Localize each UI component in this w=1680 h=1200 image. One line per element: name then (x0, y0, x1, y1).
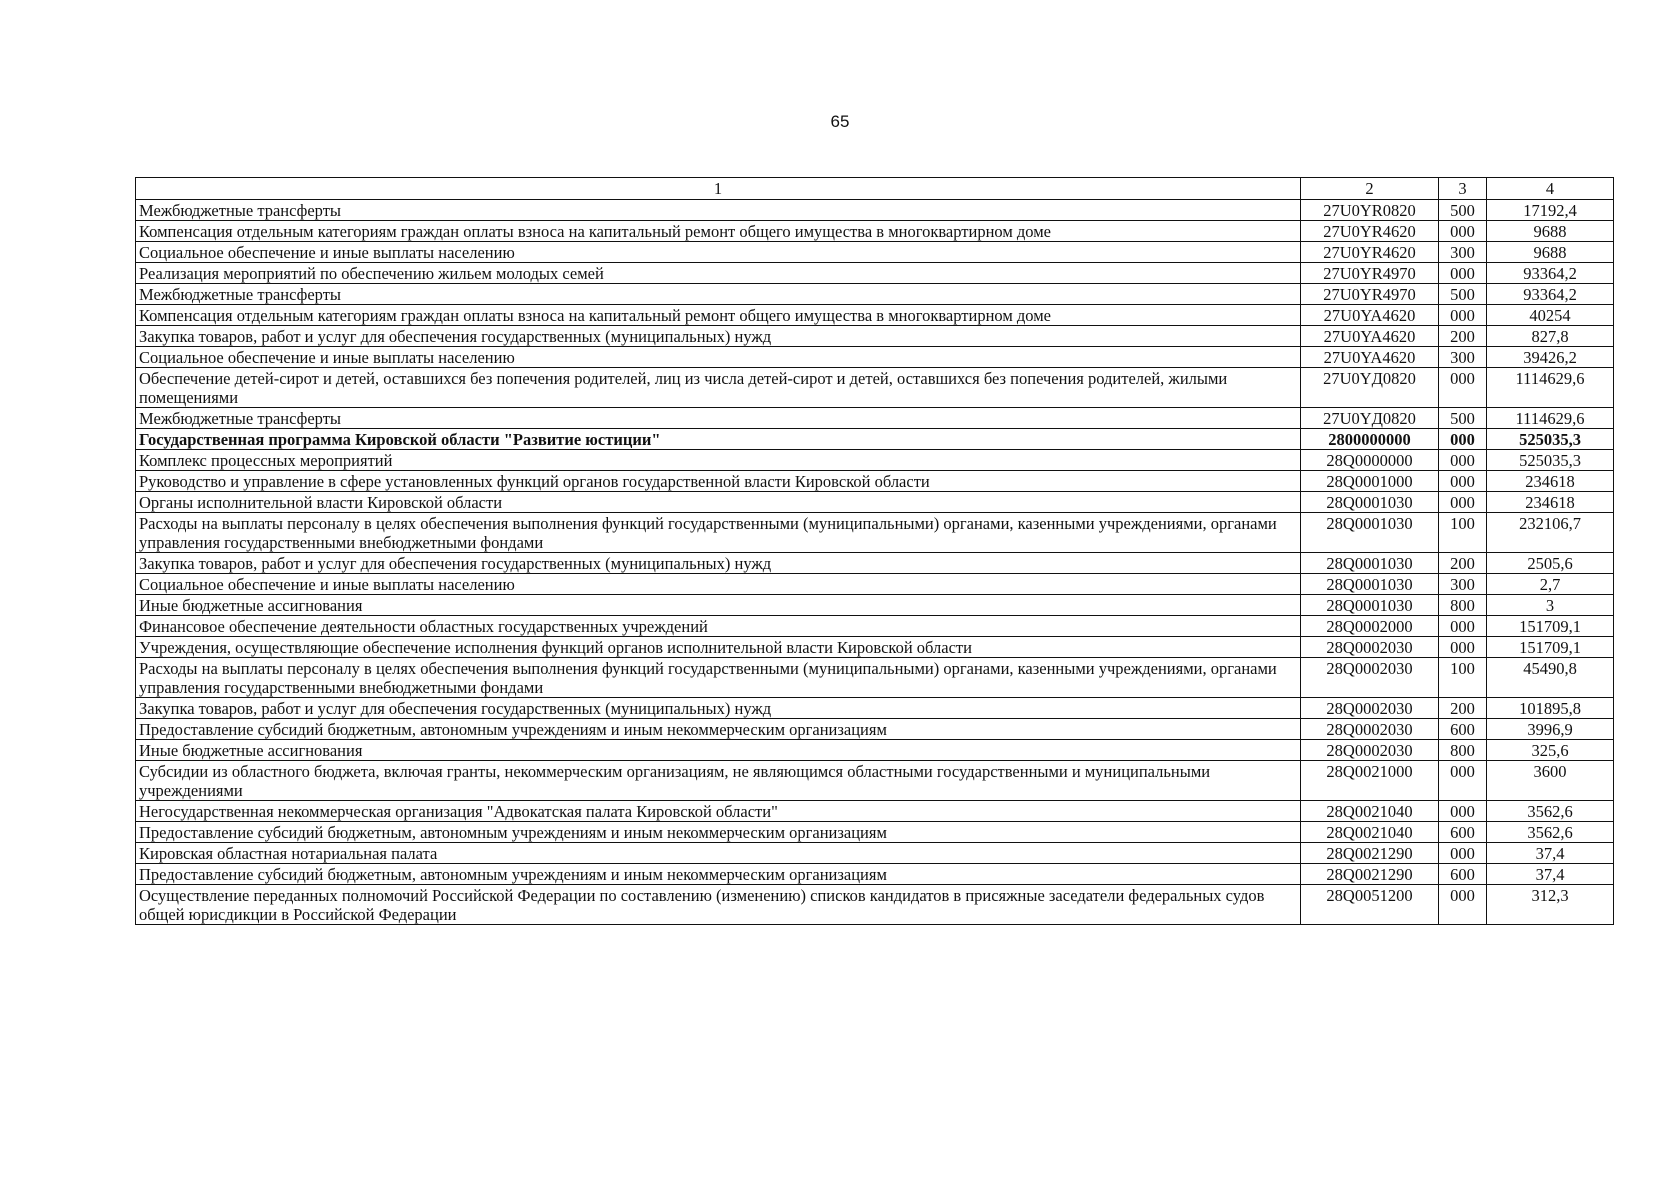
row-type-cell: 600 (1439, 864, 1487, 885)
row-code-cell: 27U0YR4620 (1301, 242, 1439, 263)
row-code-cell: 27U0YR4970 (1301, 284, 1439, 305)
row-name-cell: Иные бюджетные ассигнования (136, 740, 1301, 761)
row-name-cell: Органы исполнительной власти Кировской области (136, 492, 1301, 513)
row-code-cell: 28Q0021040 (1301, 801, 1439, 822)
row-amount-cell: 1114629,6 (1487, 408, 1614, 429)
row-amount-cell: 1114629,6 (1487, 368, 1614, 408)
row-amount-cell: 3562,6 (1487, 822, 1614, 843)
row-code-cell: 2800000000 (1301, 429, 1439, 450)
row-name-cell: Межбюджетные трансферты (136, 284, 1301, 305)
row-amount-cell: 312,3 (1487, 885, 1614, 925)
row-amount-cell: 827,8 (1487, 326, 1614, 347)
table-row (136, 242, 1614, 263)
row-amount-cell: 39426,2 (1487, 347, 1614, 368)
row-type-cell: 500 (1439, 200, 1487, 221)
row-name-cell: Финансовое обеспечение деятельности областных государственных учреждений (136, 616, 1301, 637)
row-code-cell: 28Q0001030 (1301, 574, 1439, 595)
row-amount-cell: 3996,9 (1487, 719, 1614, 740)
row-type-cell: 800 (1439, 740, 1487, 761)
row-code-cell: 28Q0001030 (1301, 595, 1439, 616)
row-amount-cell: 3 (1487, 595, 1614, 616)
table-row (136, 801, 1614, 822)
table-row (136, 429, 1614, 450)
row-type-cell: 000 (1439, 492, 1487, 513)
row-name-cell: Осуществление переданных полномочий Российской Федерации по составлению (изменению) списков кандидатов в присяжные заседатели федеральных судов общей юрисдикции в Российской Федерации (136, 885, 1301, 925)
table-row (136, 305, 1614, 326)
row-code-cell: 28Q0002030 (1301, 698, 1439, 719)
row-code-cell: 28Q0001030 (1301, 513, 1439, 553)
table-row (136, 658, 1614, 698)
row-code-cell: 27U0YA4620 (1301, 326, 1439, 347)
row-type-cell: 000 (1439, 843, 1487, 864)
row-name-cell: Расходы на выплаты персоналу в целях обеспечения выполнения функций государственными (муниципальными) органами, казенными учреждениями, органами управления государственными внебюджетными фондами (136, 513, 1301, 553)
row-code-cell: 28Q0002000 (1301, 616, 1439, 637)
table-row (136, 326, 1614, 347)
row-name-cell: Негосударственная некоммерческая организация "Адвокатская палата Кировской области" (136, 801, 1301, 822)
row-amount-cell: 101895,8 (1487, 698, 1614, 719)
row-type-cell: 100 (1439, 658, 1487, 698)
table-row (136, 595, 1614, 616)
row-amount-cell: 234618 (1487, 492, 1614, 513)
row-type-cell: 600 (1439, 822, 1487, 843)
row-amount-cell: 93364,2 (1487, 263, 1614, 284)
row-code-cell: 27U0YR4970 (1301, 263, 1439, 284)
row-code-cell: 28Q0002030 (1301, 740, 1439, 761)
row-type-cell: 000 (1439, 429, 1487, 450)
table-row (136, 368, 1614, 408)
row-name-cell: Комплекс процессных мероприятий (136, 450, 1301, 471)
row-amount-cell: 2505,6 (1487, 553, 1614, 574)
row-code-cell: 28Q0002030 (1301, 658, 1439, 698)
row-name-cell: Закупка товаров, работ и услуг для обеспечения государственных (муниципальных) нужд (136, 553, 1301, 574)
table-row (136, 719, 1614, 740)
row-type-cell: 000 (1439, 801, 1487, 822)
table-row (136, 822, 1614, 843)
row-type-cell: 300 (1439, 242, 1487, 263)
row-type-cell: 000 (1439, 616, 1487, 637)
table-row (136, 492, 1614, 513)
table-row (136, 284, 1614, 305)
table-row (136, 347, 1614, 368)
row-code-cell: 27U0YA4620 (1301, 347, 1439, 368)
row-code-cell: 28Q0002030 (1301, 719, 1439, 740)
table-row (136, 885, 1614, 925)
row-name-cell: Субсидии из областного бюджета, включая гранты, некоммерческим организациям, не являющимся областными государственными и муниципальными учреждениями (136, 761, 1301, 801)
row-type-cell: 200 (1439, 698, 1487, 719)
row-code-cell: 28Q0051200 (1301, 885, 1439, 925)
row-amount-cell: 9688 (1487, 242, 1614, 263)
row-amount-cell: 93364,2 (1487, 284, 1614, 305)
row-type-cell: 200 (1439, 553, 1487, 574)
row-type-cell: 000 (1439, 368, 1487, 408)
budget-table (135, 177, 1614, 925)
row-amount-cell: 9688 (1487, 221, 1614, 242)
table-row (136, 864, 1614, 885)
page-number: 65 (830, 112, 850, 131)
table-row (136, 616, 1614, 637)
row-type-cell: 500 (1439, 408, 1487, 429)
row-code-cell: 28Q0000000 (1301, 450, 1439, 471)
row-name-cell: Социальное обеспечение и иные выплаты населению (136, 347, 1301, 368)
row-type-cell: 000 (1439, 221, 1487, 242)
row-amount-cell: 17192,4 (1487, 200, 1614, 221)
table-row (136, 740, 1614, 761)
row-code-cell: 28Q0001030 (1301, 553, 1439, 574)
table-row (136, 471, 1614, 492)
row-name-cell: Иные бюджетные ассигнования (136, 595, 1301, 616)
table-row (136, 698, 1614, 719)
row-amount-cell: 151709,1 (1487, 616, 1614, 637)
row-code-cell: 27U0YR4620 (1301, 221, 1439, 242)
row-code-cell: 28Q0001000 (1301, 471, 1439, 492)
table-row (136, 761, 1614, 801)
row-type-cell: 800 (1439, 595, 1487, 616)
row-code-cell: 28Q0021290 (1301, 843, 1439, 864)
row-type-cell: 600 (1439, 719, 1487, 740)
row-name-cell: Кировская областная нотариальная палата (136, 843, 1301, 864)
row-amount-cell: 525035,3 (1487, 450, 1614, 471)
table-row (136, 574, 1614, 595)
row-amount-cell: 232106,7 (1487, 513, 1614, 553)
row-type-cell: 000 (1439, 637, 1487, 658)
header-col-3: 3 (1439, 178, 1487, 200)
row-type-cell: 000 (1439, 305, 1487, 326)
row-type-cell: 000 (1439, 450, 1487, 471)
table-body (136, 200, 1614, 925)
row-name-cell: Социальное обеспечение и иные выплаты населению (136, 574, 1301, 595)
row-type-cell: 000 (1439, 263, 1487, 284)
header-row (136, 178, 1614, 200)
table-row (136, 637, 1614, 658)
header-col-2: 2 (1301, 178, 1439, 200)
row-code-cell: 28Q0002030 (1301, 637, 1439, 658)
table-row (136, 263, 1614, 284)
row-amount-cell: 525035,3 (1487, 429, 1614, 450)
table-row (136, 513, 1614, 553)
row-type-cell: 300 (1439, 347, 1487, 368)
row-amount-cell: 37,4 (1487, 864, 1614, 885)
row-amount-cell: 151709,1 (1487, 637, 1614, 658)
row-amount-cell: 40254 (1487, 305, 1614, 326)
row-code-cell: 28Q0021040 (1301, 822, 1439, 843)
table-row (136, 408, 1614, 429)
row-name-cell: Закупка товаров, работ и услуг для обеспечения государственных (муниципальных) нужд (136, 326, 1301, 347)
row-code-cell: 27U0YД0820 (1301, 408, 1439, 429)
row-name-cell: Компенсация отдельным категориям граждан оплаты взноса на капитальный ремонт общего имущества в многоквартирном доме (136, 305, 1301, 326)
row-name-cell: Руководство и управление в сфере установленных функций органов государственной власти Кировской области (136, 471, 1301, 492)
row-name-cell: Предоставление субсидий бюджетным, автономным учреждениям и иным некоммерческим организациям (136, 864, 1301, 885)
row-type-cell: 200 (1439, 326, 1487, 347)
row-name-cell: Социальное обеспечение и иные выплаты населению (136, 242, 1301, 263)
row-name-cell: Закупка товаров, работ и услуг для обеспечения государственных (муниципальных) нужд (136, 698, 1301, 719)
row-name-cell: Межбюджетные трансферты (136, 200, 1301, 221)
row-amount-cell: 37,4 (1487, 843, 1614, 864)
header-col-1: 1 (136, 178, 1301, 200)
table-row (136, 200, 1614, 221)
row-amount-cell: 2,7 (1487, 574, 1614, 595)
row-amount-cell: 3600 (1487, 761, 1614, 801)
row-type-cell: 100 (1439, 513, 1487, 553)
row-code-cell: 27U0YR0820 (1301, 200, 1439, 221)
table-row (136, 221, 1614, 242)
row-name-cell: Компенсация отдельным категориям граждан оплаты взноса на капитальный ремонт общего имущества в многоквартирном доме (136, 221, 1301, 242)
row-amount-cell: 325,6 (1487, 740, 1614, 761)
row-type-cell: 000 (1439, 885, 1487, 925)
row-name-cell: Предоставление субсидий бюджетным, автономным учреждениям и иным некоммерческим организациям (136, 719, 1301, 740)
header-col-4: 4 (1487, 178, 1614, 200)
row-amount-cell: 45490,8 (1487, 658, 1614, 698)
row-code-cell: 28Q0001030 (1301, 492, 1439, 513)
table-row (136, 450, 1614, 471)
row-name-cell: Реализация мероприятий по обеспечению жильем молодых семей (136, 263, 1301, 284)
row-name-cell: Межбюджетные трансферты (136, 408, 1301, 429)
row-type-cell: 300 (1439, 574, 1487, 595)
row-type-cell: 500 (1439, 284, 1487, 305)
row-code-cell: 27U0YД0820 (1301, 368, 1439, 408)
row-name-cell: Учреждения, осуществляющие обеспечение исполнения функций органов исполнительной власти Кировской области (136, 637, 1301, 658)
row-amount-cell: 234618 (1487, 471, 1614, 492)
row-code-cell: 28Q0021000 (1301, 761, 1439, 801)
row-type-cell: 000 (1439, 471, 1487, 492)
row-type-cell: 000 (1439, 761, 1487, 801)
row-name-cell: Обеспечение детей-сирот и детей, оставшихся без попечения родителей, лиц из числа детей-сирот и детей, оставшихся без попечения родителей, жилыми помещениями (136, 368, 1301, 408)
row-code-cell: 27U0YA4620 (1301, 305, 1439, 326)
row-name-cell: Государственная программа Кировской области "Развитие юстиции" (136, 429, 1301, 450)
table-row (136, 553, 1614, 574)
row-amount-cell: 3562,6 (1487, 801, 1614, 822)
row-name-cell: Расходы на выплаты персоналу в целях обеспечения выполнения функций государственными (муниципальными) органами, казенными учреждениями, органами управления государственными внебюджетными фондами (136, 658, 1301, 698)
row-name-cell: Предоставление субсидий бюджетным, автономным учреждениям и иным некоммерческим организациям (136, 822, 1301, 843)
row-code-cell: 28Q0021290 (1301, 864, 1439, 885)
table-row (136, 843, 1614, 864)
